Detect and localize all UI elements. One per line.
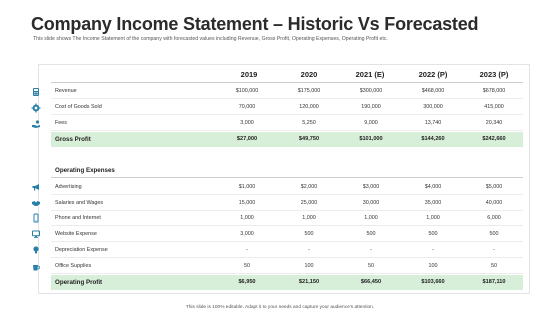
column-header-2023: 2023 (P) — [479, 70, 509, 79]
column-header-2022: 2022 (P) — [418, 70, 448, 79]
cell-value: $6,950 — [238, 279, 256, 285]
hand-coins-icon — [31, 119, 41, 129]
cell-value: $3,000 — [362, 184, 380, 190]
row-label: Operating Profit — [55, 278, 103, 286]
cell-value: 415,000 — [484, 104, 504, 110]
table-row-website — [51, 227, 523, 242]
cell-value: $100,000 — [235, 88, 259, 94]
cell-value: $144,260 — [421, 136, 445, 142]
table-row-office-supplies — [51, 259, 523, 274]
cell-value: $5,000 — [485, 184, 503, 190]
row-label: Depreciation Expense — [55, 247, 108, 253]
header-divider — [51, 82, 523, 83]
column-header-2021: 2021 (E) — [355, 70, 385, 79]
cell-value: 70,000 — [238, 104, 256, 110]
column-header-2019: 2019 — [240, 70, 258, 79]
row-label: Fees — [55, 120, 67, 126]
row-label: Salaries and Wages — [55, 200, 104, 206]
cell-value: 50 — [244, 263, 250, 269]
row-label: Phone and Internet — [55, 215, 101, 221]
cell-value: 25,000 — [300, 200, 318, 206]
cell-value: 3,000 — [240, 120, 254, 126]
row-label: Cost of Goods Sold — [55, 104, 102, 110]
table-row-fees — [51, 116, 523, 131]
cell-value: 300,000 — [423, 104, 443, 110]
row-label: Website Expense — [55, 231, 97, 237]
cell-value: 13,740 — [424, 120, 442, 126]
page-title: Company Income Statement – Historic Vs Forecasted — [31, 14, 479, 34]
cell-value: $242,660 — [482, 136, 506, 142]
cell-value: - — [370, 247, 372, 253]
gear-icon — [31, 103, 41, 113]
table-row-phone-internet — [51, 211, 523, 226]
cell-value: $300,000 — [359, 88, 383, 94]
table-row-salaries — [51, 196, 523, 211]
section-label-operating-expenses: Operating Expenses — [55, 167, 115, 174]
cell-value: 9,000 — [364, 120, 378, 126]
cell-value: 35,000 — [424, 200, 442, 206]
cell-value: 50 — [491, 263, 497, 269]
section-divider — [51, 177, 523, 178]
row-label: Revenue — [55, 88, 77, 94]
handshake-icon — [31, 198, 41, 208]
cell-value: $27,000 — [236, 136, 258, 142]
cell-value: 500 — [366, 231, 376, 237]
cell-value: 30,000 — [362, 200, 380, 206]
cell-value: $187,110 — [482, 279, 506, 285]
cell-value: 50 — [368, 263, 374, 269]
cell-value: 500 — [304, 231, 314, 237]
cell-value: $66,450 — [360, 279, 382, 285]
cell-value: 5,250 — [302, 120, 316, 126]
bulb-icon — [31, 245, 41, 255]
cell-value: 1,000 — [426, 215, 440, 221]
table-row-gross-profit — [51, 132, 523, 147]
cell-value: 1,000 — [240, 215, 254, 221]
footer-note: This slide is 100% editable. Adapt it to your needs and capture your audience's attention. — [185, 305, 375, 310]
cell-value: $4,000 — [424, 184, 442, 190]
cell-value: - — [308, 247, 310, 253]
cell-value: $468,000 — [421, 88, 445, 94]
table-row-cogs — [51, 100, 523, 115]
cell-value: $49,750 — [298, 136, 320, 142]
cell-value: - — [493, 247, 495, 253]
cell-value: 500 — [489, 231, 499, 237]
column-header-2020: 2020 — [300, 70, 318, 79]
cell-value: 20,340 — [485, 120, 503, 126]
row-label: Advertising — [55, 184, 82, 190]
table-row-operating-profit — [51, 275, 523, 290]
cell-value: 1,000 — [364, 215, 378, 221]
table-row-revenue — [51, 84, 523, 99]
table-row-advertising — [51, 180, 523, 195]
cell-value: $1,000 — [238, 184, 256, 190]
megaphone-icon — [31, 182, 41, 192]
cell-value: $101,000 — [359, 136, 383, 142]
cup-icon — [31, 262, 41, 272]
cell-value: 190,000 — [361, 104, 381, 110]
cell-value: $678,000 — [482, 88, 506, 94]
cell-value: $2,000 — [300, 184, 318, 190]
cell-value: 500 — [428, 231, 438, 237]
phone-icon — [31, 213, 41, 223]
cell-value: 1,000 — [302, 215, 316, 221]
calculator-icon — [31, 87, 41, 97]
cell-value: 3,000 — [240, 231, 254, 237]
cell-value: 15,000 — [238, 200, 256, 206]
decorative-corner-arc — [0, 0, 22, 20]
row-label: Office Supplies — [55, 263, 92, 269]
cell-value: - — [432, 247, 434, 253]
cell-value: 100 — [428, 263, 438, 269]
row-label: Gross Profit — [55, 135, 91, 143]
cell-value: 6,000 — [487, 215, 501, 221]
cell-value: $21,150 — [298, 279, 320, 285]
computer-icon — [31, 229, 41, 239]
cell-value: $103,660 — [421, 279, 445, 285]
page-subtitle: This slide shows The Income Statement of the company with forecasted values including Revenue, Gross Profit, Operating Expenses, Operating Profit etc. — [33, 36, 388, 42]
cell-value: - — [246, 247, 248, 253]
cell-value: 120,000 — [299, 104, 319, 110]
cell-value: $175,000 — [297, 88, 321, 94]
cell-value: 100 — [304, 263, 314, 269]
table-row-depreciation — [51, 243, 523, 258]
cell-value: 40,000 — [485, 200, 503, 206]
